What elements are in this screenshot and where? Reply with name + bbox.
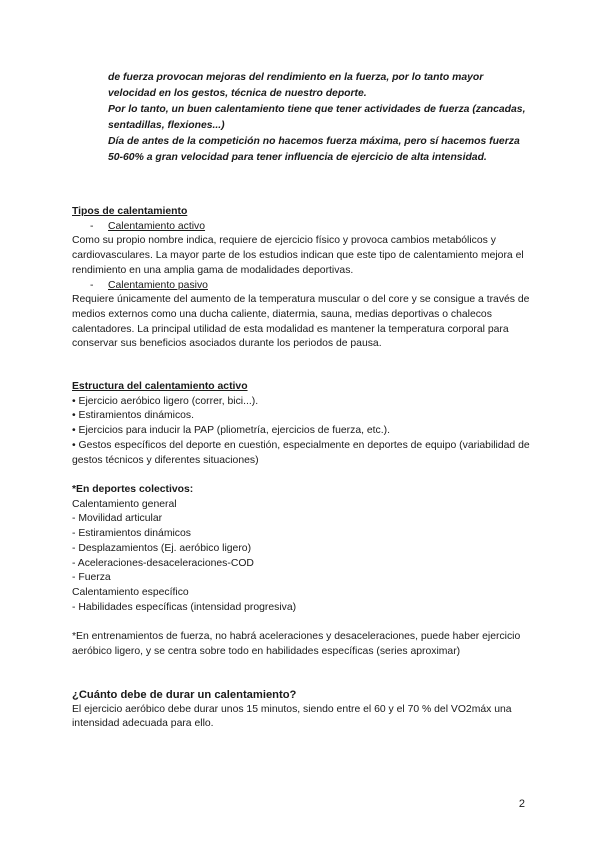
colectivos-line: - Movilidad articular [72,513,163,525]
pasivo-heading [72,279,542,294]
colectivos-line: Calentamiento general [72,498,177,510]
estructura-title: Estructura del calentamiento activo [72,381,248,392]
dash-marker: - [90,220,94,232]
pasivo-text: Requiere únicamente del aumento de la temperatura muscular o del core y se consigue a través de medios externos como una ducha caliente, diatermia, sauna, medias deportivas o chalecos calentadores. La principal utilidad de esta modalidad es mantener la temperatura corporal para conservar sus beneficios asociados durante los periodos de pausa. [72,294,530,350]
colectivos-line: Calentamiento específico [72,586,189,598]
duracion-title: ¿Cuánto debe de durar un calentamiento? [72,689,297,701]
fuerza-note: *En entrenamientos de fuerza, no habrá aceleraciones y desaceleraciones, puede haber ejercicio aeróbico ligero, y se centra sobre todo en habilidades específicas (series aproximar) [72,631,521,657]
pasivo-label: Calentamiento pasivo [108,279,208,291]
tipos-section [72,205,542,352]
activo-label: Calentamiento activo [108,220,206,232]
colectivos-section [72,483,542,615]
estructura-section [72,380,542,468]
colectivos-line: - Fuerza [72,572,111,584]
tipos-title: Tipos de calentamiento [72,206,188,217]
colectivos-line: - Habilidades específicas (intensidad progresiva) [72,601,297,613]
duracion-section [72,688,542,732]
estructura-item: • Estiramientos dinámicos. [72,410,195,422]
colectivos-line: - Aceleraciones-desaceleraciones-COD [72,557,254,569]
estructura-item: • Gestos específicos del deporte en cuestión, especialmente en deportes de equipo (variabilidad de gestos técnicos y diferentes situaciones) [72,439,530,466]
duracion-text: El ejercicio aeróbico debe durar unos 15 minutos, siendo entre el 60 y el 70 % del VO2máx una intensidad adecuada para ello. [72,703,512,730]
intro-line-2: Por lo tanto, un buen calentamiento tiene que tener actividades de fuerza (zancadas, sentadillas, flexiones...) [108,104,526,131]
intro-line-3: Día de antes de la competición no hacemos fuerza máxima, pero sí hacemos fuerza 50-60% a gran velocidad para tener influencia de ejercicio de alta intensidad. [108,136,520,163]
dash-marker: - [90,279,94,291]
activo-text: Como su propio nombre indica, requiere de ejercicio físico y provoca cambios metabólicos y cardiovasculares. La mayor parte de los estudios indican que este tipo de calentamiento mejora el rendimiento en una amplia gama de modalidades deportivas. [72,235,524,276]
colectivos-title: *En deportes colectivos: [72,484,194,495]
colectivos-line: - Desplazamientos (Ej. aeróbico ligero) [72,542,252,554]
colectivos-line: - Estiramientos dinámicos [72,528,191,540]
estructura-item: • Ejercicio aeróbico ligero (correr, bici...). [72,395,259,407]
intro-line-1: de fuerza provocan mejoras del rendimiento en la fuerza, por lo tanto mayor velocidad en los gestos, técnica de nuestro deporte. [108,72,484,99]
intro-bold-italic-block [108,70,528,166]
activo-heading [72,220,542,235]
page-number: 2 [518,798,525,810]
estructura-item: • Ejercicios para inducir la PAP (pliometría, ejercicios de fuerza, etc.). [72,425,390,437]
fuerza-note-section [72,630,542,659]
